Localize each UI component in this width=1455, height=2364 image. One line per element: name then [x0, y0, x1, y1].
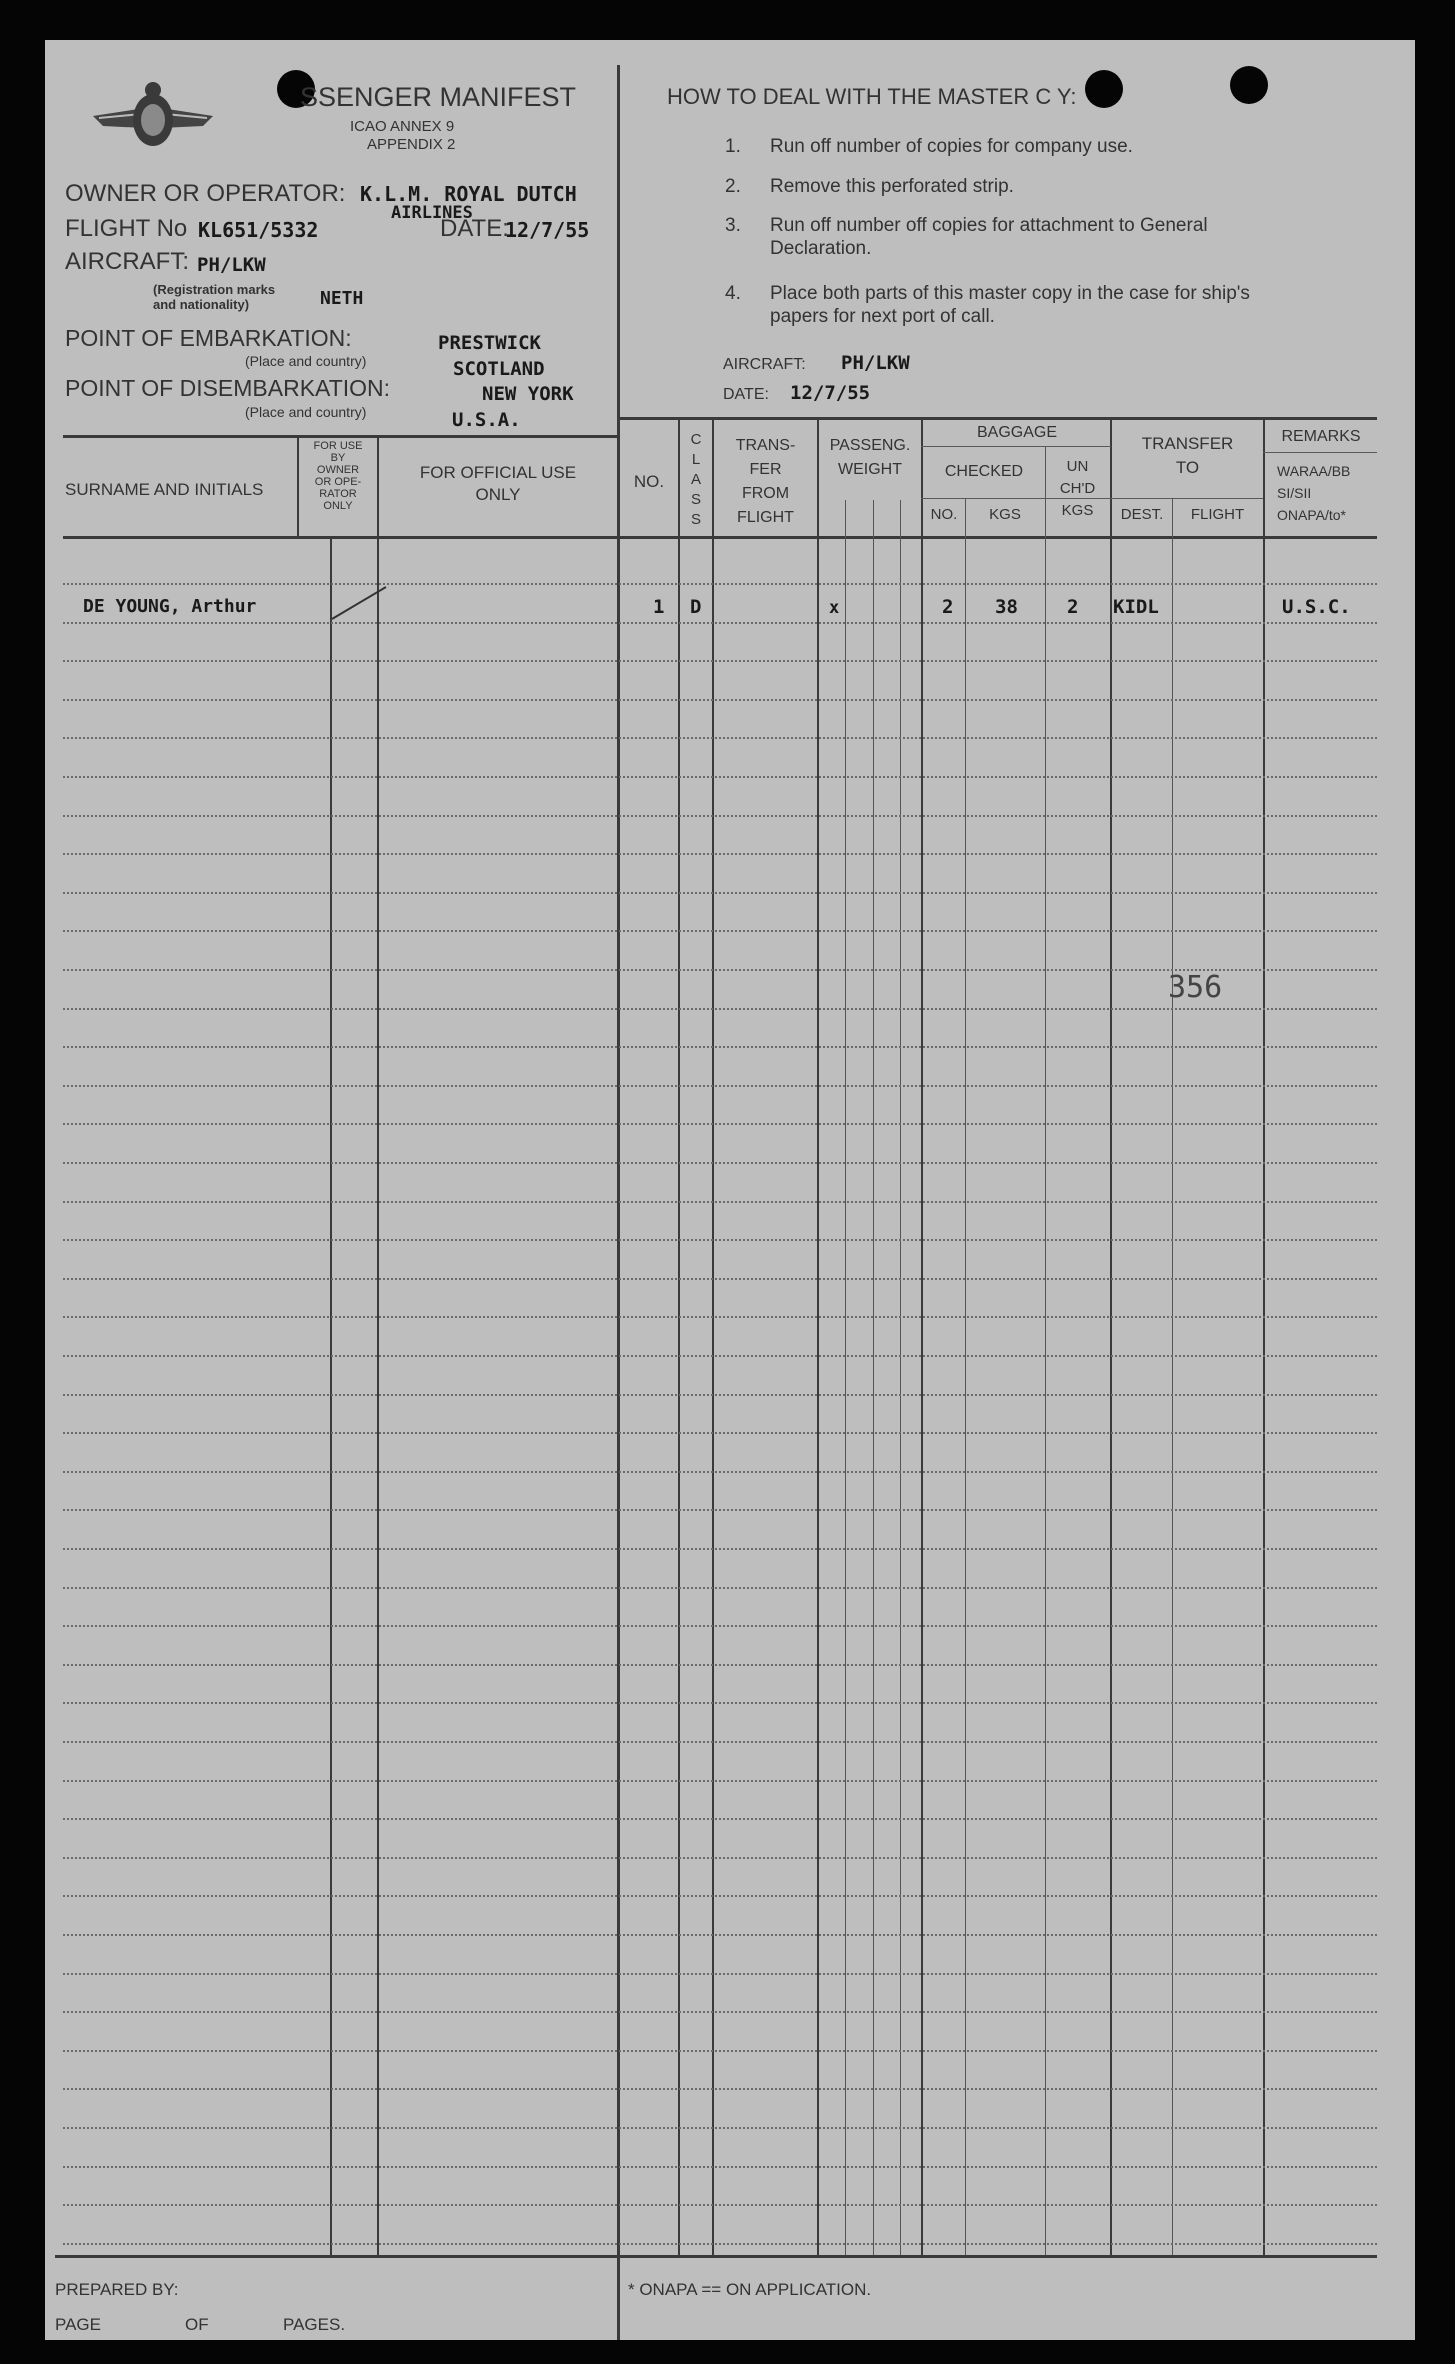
aircraft-value: PH/LKW: [197, 254, 266, 276]
date-value: 12/7/55: [505, 218, 590, 242]
embarkation-country: SCOTLAND: [453, 358, 545, 380]
row-rule: [63, 815, 1377, 817]
body-transfer-subdivider: [1172, 498, 1173, 2255]
body-column-divider: [678, 538, 680, 2255]
row-rule: [63, 2127, 1377, 2129]
nationality-value: NETH: [320, 288, 364, 309]
unchecked-bag-kgs: 2: [1067, 596, 1079, 618]
col-no: NO.: [633, 472, 665, 491]
remarks-subrule: [1263, 452, 1377, 453]
passenger-no: 1: [653, 596, 665, 618]
row-rule: [63, 1664, 1377, 1666]
passenger-remarks: U.S.C.: [1282, 596, 1351, 618]
row-rule: [63, 1818, 1377, 1820]
onapa-note: * ONAPA == ON APPLICATION.: [628, 2280, 872, 2299]
row-rule: [63, 1857, 1377, 1859]
place-note: (Place and country): [245, 404, 367, 420]
baggage-subrule: [921, 446, 1111, 447]
disembarkation-label: POINT OF DISEMBARKATION:: [65, 375, 391, 401]
right-date-value: 12/7/55: [790, 382, 871, 404]
row-rule: [63, 1471, 1377, 1473]
row-rule: [63, 1123, 1377, 1125]
manifest-title: SSENGER MANIFEST: [300, 82, 577, 112]
col-for-use-owner: FOR USE BY OWNER OR OPE- RATOR ONLY: [313, 440, 363, 512]
body-checked-subdivider: [1045, 446, 1046, 2255]
row-rule: [63, 2166, 1377, 2168]
col-remarks: REMARKS: [1281, 428, 1361, 445]
row-rule: [63, 776, 1377, 778]
row-rule: [63, 1702, 1377, 1704]
right-aircraft-label: AIRCRAFT:: [723, 356, 806, 373]
body-weight-subdivider: [845, 500, 846, 2255]
row-rule: [63, 2243, 1377, 2245]
page-label: PAGE: [55, 2315, 101, 2334]
instruction-text: Remove this perforated strip.: [770, 176, 1014, 197]
col-transfer-to: TRANSFER TO: [1141, 434, 1234, 477]
row-rule: [63, 1895, 1377, 1897]
instruction-number: 2.: [725, 176, 741, 197]
instruction-text: papers for next port of call.: [770, 306, 995, 327]
row-rule: [63, 930, 1377, 932]
row-rule: [63, 2204, 1377, 2206]
col-dest: DEST.: [1120, 506, 1164, 523]
row-rule: [63, 1201, 1377, 1203]
instruction-text: Run off number off copies for attachment to General: [770, 215, 1208, 236]
row-rule: [63, 2050, 1377, 2052]
embarkation-label: POINT OF EMBARKATION:: [65, 325, 352, 351]
row-rule: [63, 1085, 1377, 1087]
punch-hole: [1085, 70, 1123, 108]
instruction-text: Declaration.: [770, 238, 872, 259]
body-column-divider: [330, 538, 332, 2255]
instruction-text: Run off number of copies for company use.: [770, 136, 1133, 157]
col-checked-no: NO.: [930, 506, 958, 523]
row-rule: [63, 1432, 1377, 1434]
col-surname: SURNAME AND INITIALS: [65, 480, 264, 499]
col-official-use: FOR OFFICIAL USE ONLY: [419, 463, 577, 504]
body-column-divider: [712, 538, 714, 2255]
body-column-divider: [377, 538, 379, 2255]
checked-bag-kgs: 38: [995, 596, 1018, 618]
col-baggage: BAGGAGE: [976, 424, 1058, 441]
passenger-class: D: [690, 596, 702, 618]
body-weight-subdivider: [873, 500, 874, 2255]
transfer-destination: KIDL: [1113, 596, 1159, 618]
row-rule: [63, 1046, 1377, 1048]
row-rule: [63, 660, 1377, 662]
punch-hole: [1230, 66, 1268, 104]
row-rule: [63, 1316, 1377, 1318]
col-remarks-codes: WARAA/BB SI/SII ONAPA/to*: [1277, 463, 1351, 523]
row-rule: [63, 1973, 1377, 1975]
row-rule: [63, 583, 1377, 585]
body-column-divider: [817, 538, 819, 2255]
footer-rule: [55, 2255, 1377, 2258]
row-rule: [63, 1008, 1377, 1010]
col-class: C L A S S: [690, 431, 702, 528]
body-weight-subdivider: [900, 500, 901, 2255]
row-rule: [63, 1239, 1377, 1241]
row-rule: [63, 2011, 1377, 2013]
col-unchecked: UN CH'D KGS: [1059, 458, 1096, 519]
pages-label: PAGES.: [283, 2315, 346, 2334]
row-rule: [63, 892, 1377, 894]
column-header-rule: [63, 536, 1377, 539]
instruction-number: 4.: [725, 283, 741, 304]
body-column-divider: [1110, 538, 1112, 2255]
col-passenger-weight: PASSENG. WEIGHT: [829, 437, 911, 478]
row-rule: [63, 622, 1377, 624]
instructions-title: HOW TO DEAL WITH THE MASTER C Y:: [667, 84, 1077, 109]
row-rule: [63, 1355, 1377, 1357]
prepared-by-label: PREPARED BY:: [55, 2280, 179, 2299]
row-rule: [63, 737, 1377, 739]
row-rule: [63, 1625, 1377, 1627]
disembarkation-value: NEW YORK: [482, 383, 574, 405]
right-aircraft-value: PH/LKW: [841, 352, 910, 374]
row-rule: [63, 853, 1377, 855]
col-checked-kgs: KGS: [989, 506, 1021, 523]
col-flight: FLIGHT: [1190, 506, 1245, 523]
checked-bag-count: 2: [942, 596, 954, 618]
row-rule: [63, 1934, 1377, 1936]
row-rule: [63, 1587, 1377, 1589]
stamp-number: 356: [1168, 970, 1223, 1005]
passenger-weight: x: [829, 598, 840, 618]
body-column-divider: [921, 538, 923, 2255]
klm-winged-logo: [83, 68, 223, 168]
instruction-text: Place both parts of this master copy in the case for ship's: [770, 283, 1250, 304]
col-transfer-from: TRANS- FER FROM FLIGHT: [735, 437, 796, 526]
instruction-number: 3.: [725, 215, 741, 236]
col-checked: CHECKED: [944, 463, 1024, 480]
row-rule: [63, 1548, 1377, 1550]
row-rule: [63, 1509, 1377, 1511]
manifest-page: [45, 40, 1415, 2340]
passenger-surname: DE YOUNG, Arthur: [83, 596, 257, 617]
owner-value: K.L.M. ROYAL DUTCH: [360, 182, 577, 206]
registration-note: (Registration marks: [153, 282, 276, 297]
owner-label: OWNER OR OPERATOR:: [65, 180, 346, 207]
body-column-divider: [1263, 538, 1265, 2255]
date-label: DATE:: [440, 215, 509, 242]
row-rule: [63, 1780, 1377, 1782]
row-rule: [63, 1394, 1377, 1396]
header-rule-left: [63, 435, 617, 438]
icao-annex: ICAO ANNEX 9: [350, 118, 455, 135]
transfer-subrule: [1110, 498, 1263, 499]
flight-value: KL651/5332: [198, 218, 319, 242]
row-rule: [63, 699, 1377, 701]
aircraft-label: AIRCRAFT:: [65, 248, 190, 275]
right-date-label: DATE:: [723, 386, 769, 403]
instruction-number: 1.: [725, 136, 741, 157]
owner-check-slash: [330, 583, 390, 623]
row-rule: [63, 1162, 1377, 1164]
place-note: (Place and country): [245, 353, 367, 369]
of-label: OF: [185, 2315, 209, 2334]
row-rule: [63, 2088, 1377, 2090]
appendix: APPENDIX 2: [367, 136, 456, 153]
registration-note: and nationality): [153, 297, 250, 312]
airlines-value: AIRLINES: [391, 203, 473, 223]
row-rule: [63, 1741, 1377, 1743]
flight-label: FLIGHT No: [65, 215, 188, 242]
row-rule: [63, 1278, 1377, 1280]
body-checked-subdivider: [965, 498, 966, 2255]
disembarkation-country: U.S.A.: [452, 409, 521, 431]
embarkation-value: PRESTWICK: [438, 332, 541, 354]
